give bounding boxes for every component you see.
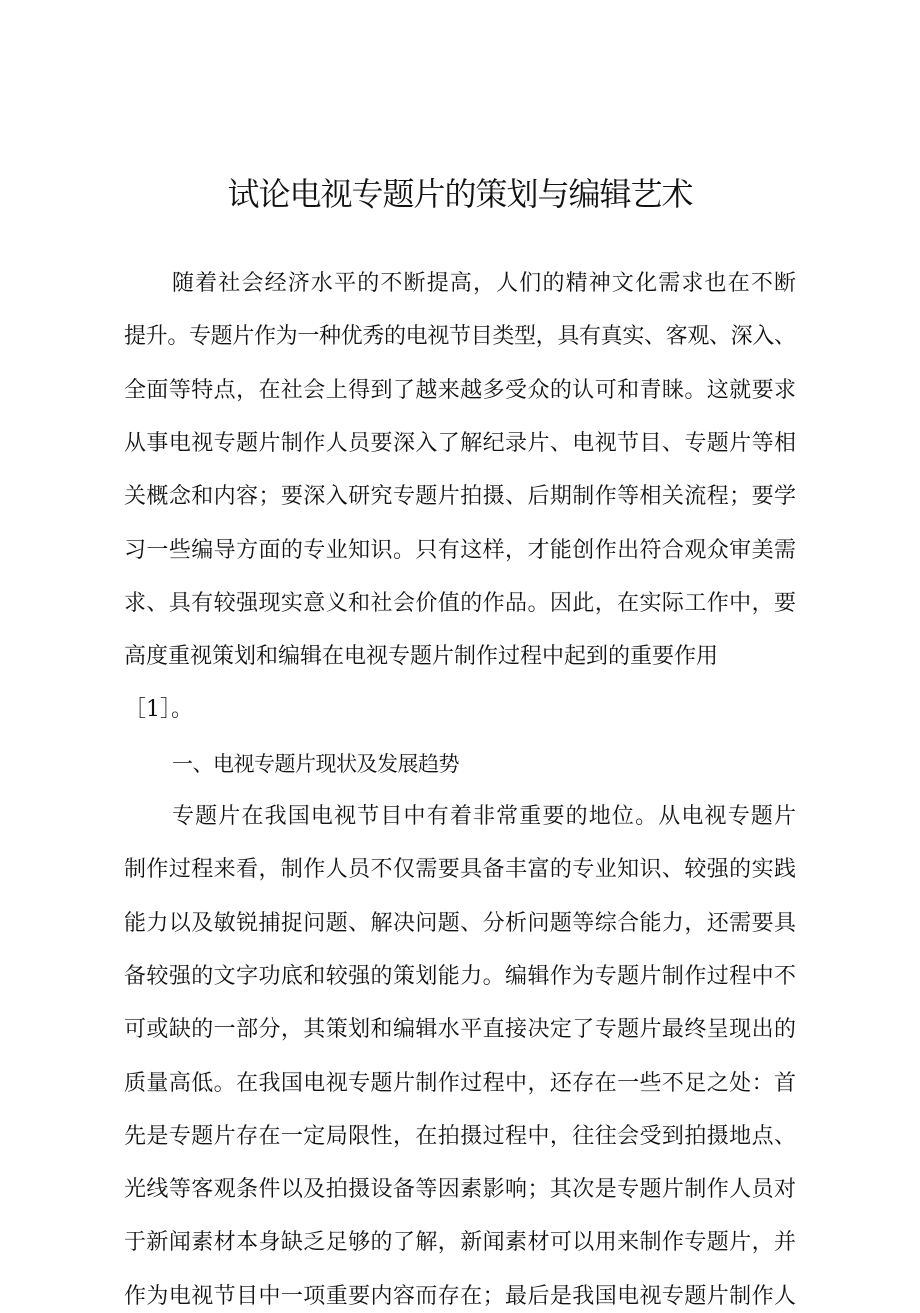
paragraph-line: 先是专题片存在一定局限性，在拍摄过程中，往往会受到拍摄地点、 [124, 1124, 797, 1149]
paragraph-line: 质量高低。在我国电视专题片制作过程中，还存在一些不足之处：首 [124, 1071, 797, 1096]
paragraph-line: 可或缺的一部分，其策划和编辑水平直接决定了专题片最终呈现出的 [124, 1017, 797, 1042]
document-title: 试论电视专题片的策划与编辑艺术 [227, 175, 693, 213]
paragraph-line: 高度重视策划和编辑在电视专题片制作过程中起到的重要作用 [124, 644, 719, 669]
paragraph-line: 随着社会经济水平的不断提高，人们的精神文化需求也在不断 [172, 271, 798, 296]
paragraph-line: 从事电视专题片制作人员要深入了解纪录片、电视节目、专题片等相 [124, 431, 797, 456]
paragraph-line: 习一些编导方面的专业知识。只有这样，才能创作出符合观众审美需 [124, 538, 797, 563]
paragraph-line: 备较强的文字功底和较强的策划能力。编辑作为专题片制作过程中不 [124, 964, 797, 989]
paragraph-line: 作为电视节目中一项重要内容而存在；最后是我国电视专题片制作人 [124, 1284, 797, 1309]
paragraph-line: 求、具有较强现实意义和社会价值的作品。因此，在实际工作中，要 [124, 591, 797, 616]
paragraph-line: 专题片在我国电视节目中有着非常重要的地位。从电视专题片 [172, 804, 798, 829]
section-heading: 一、电视专题片现状及发展趋势 [172, 752, 459, 776]
paragraph-line: 全面等特点，在社会上得到了越来越多受众的认可和青睐。这就要求 [124, 378, 797, 403]
paragraph-line: ［1］。 [124, 697, 193, 722]
paragraph-line: 能力以及敏锐捕捉问题、解决问题、分析问题等综合能力，还需要具 [124, 911, 797, 936]
paragraph-line: 于新闻素材本身缺乏足够的了解，新闻素材可以用来制作专题片，并 [124, 1230, 797, 1255]
paragraph-line: 关概念和内容；要深入研究专题片拍摄、后期制作等相关流程；要学 [124, 484, 797, 509]
paragraph-line: 提升。专题片作为一种优秀的电视节目类型，具有真实、客观、深入、 [124, 324, 796, 349]
paragraph-line: 制作过程来看，制作人员不仅需要具备丰富的专业知识、较强的实践 [124, 857, 797, 882]
paragraph-line: 光线等客观条件以及拍摄设备等因素影响；其次是专题片制作人员对 [124, 1177, 797, 1202]
